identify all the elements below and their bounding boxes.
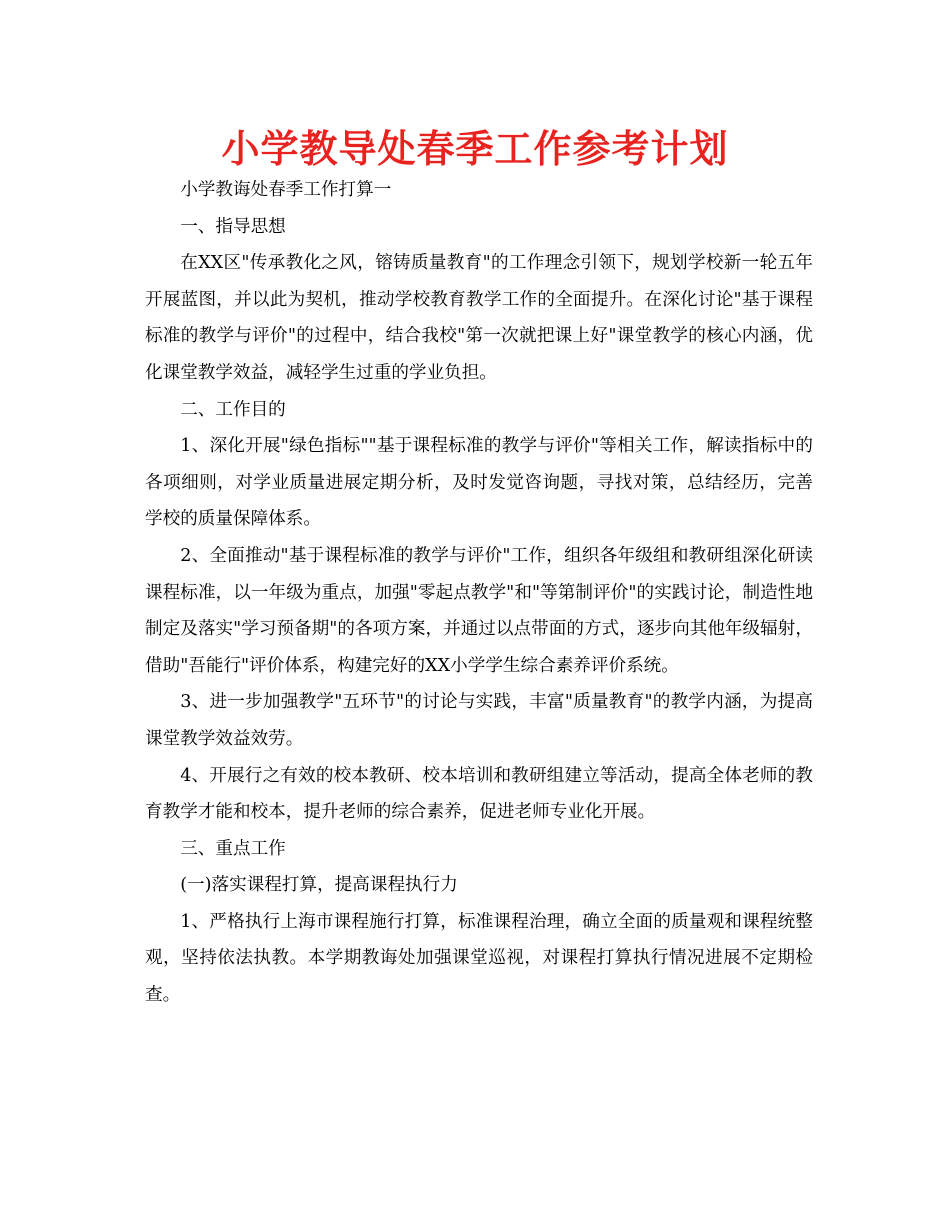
document-body — [145, 172, 813, 1014]
heading-guiding-ideology: 一、指导思想 — [180, 216, 286, 237]
paragraph-goal-1: 1、深化开展"绿色指标""基于课程标准的教学与评价"等相关工作，解读指标中的各项细则，对学业质量进展定期分析，及时发觉咨询题，寻找对策，总结经历，完善学校的质量保障体系。 — [145, 436, 813, 530]
paragraph-guiding-ideology: 在XX区"传承教化之风，镕铸质量教育"的工作理念引领下，规划学校新一轮五年开展蓝图，并以此为契机，推动学校教育教学工作的全面提升。在深化讨论"基于课程标准的教学与评价"的过程中，结合我校"第一次就把课上好"课堂教学的核心内涵，优化课堂教学效益，减轻学生过重的学业负担。 — [145, 253, 813, 383]
paragraph-goal-4: 4、开展行之有效的校本教研、校本培训和教研组建立等活动，提高全体老师的教育教学才能和校本，提升老师的综合素养，促进老师专业化开展。 — [145, 765, 813, 823]
subheading-curriculum: (一)落实课程打算，提高课程执行力 — [180, 875, 458, 896]
paragraph-curriculum-1: 1、严格执行上海市课程施行打算，标准课程治理，确立全面的质量观和课程统整观，坚持依法执教。本学期教诲处加强课堂巡视，对课程打算执行情况进展不定期检查。 — [145, 911, 813, 1006]
paragraph-subtitle: 小学教诲处春季工作打算一 — [180, 180, 392, 200]
heading-work-goals: 二、工作目的 — [180, 399, 286, 420]
heading-key-work: 三、重点工作 — [180, 838, 286, 859]
paragraph-goal-2: 2、全面推动"基于课程标准的教学与评价"工作，组织各年级组和教研组深化研读课程标准，以一年级为重点，加强"零起点教学"和"等第制评价"的实践讨论，制造性地制定及落实"学习预备期"的各项方案，并通过以点带面的方式，逐步向其他年级辐射，借助"吾能行"评价体系，构建完好的XX小学学生综合素养评价系统。 — [145, 545, 813, 676]
document-title: 小学教导处春季工作参考计划 — [221, 127, 729, 171]
paragraph-goal-3: 3、进一步加强教学"五环节"的讨论与实践，丰富"质量教育"的教学内涵，为提高课堂教学效益效劳。 — [145, 692, 813, 749]
